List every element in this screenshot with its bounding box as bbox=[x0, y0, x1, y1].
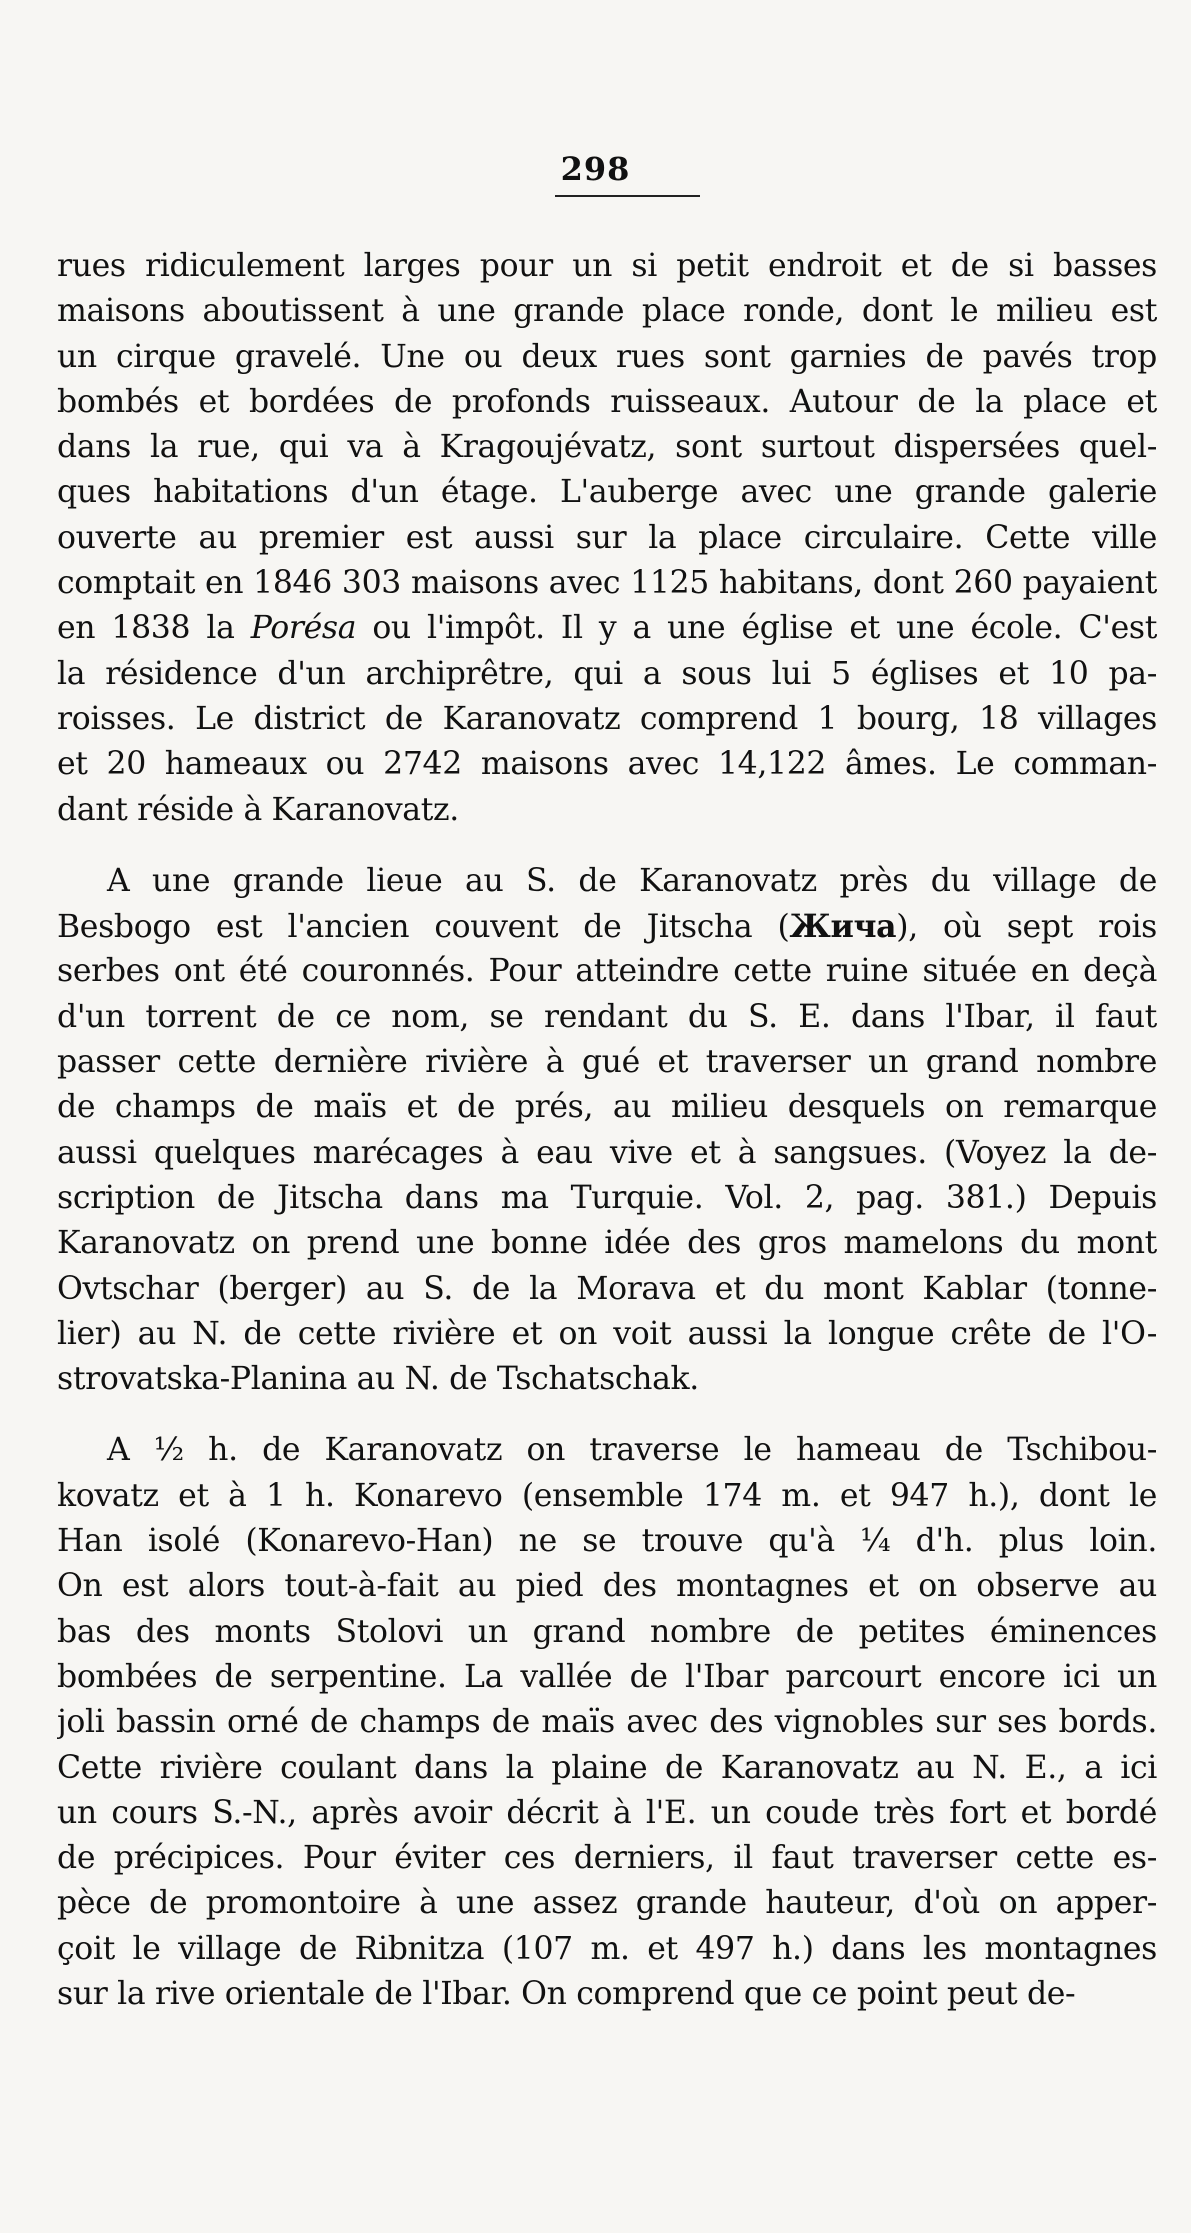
paragraph-gap bbox=[57, 833, 1157, 859]
text-line: ouverte au premier est aussi sur la place circulaire. Cette ville bbox=[57, 519, 1157, 556]
text-line: dant réside à Karanovatz. bbox=[57, 791, 459, 828]
text-line: lier) au N. de cette rivière et on voit aussi la longue crête de l'O- bbox=[57, 1315, 1157, 1352]
text-line: kovatz et à 1 h. Konarevo (ensemble 174 m. et 947 h.), dont le bbox=[57, 1477, 1157, 1514]
text-line: sur la rive orientale de l'Ibar. On comprend que ce point peut de- bbox=[57, 1975, 1076, 2012]
text-line: scription de Jitscha dans ma Turquie. Vol. 2, pag. 381.) Depuis bbox=[57, 1179, 1157, 1216]
body-text bbox=[57, 244, 1157, 2017]
text-line: de champs de maïs et de prés, au milieu desquels on remarque bbox=[57, 1089, 1157, 1126]
header-rule bbox=[555, 195, 700, 197]
text-line: Karanovatz on prend une bonne idée des gros mamelons du mont bbox=[57, 1225, 1157, 1262]
text-line: strovatska-Planina au N. de Tschatschak. bbox=[57, 1361, 699, 1398]
text-line: Besbogo est l'ancien couvent de Jitscha (Жича), où sept rois bbox=[57, 908, 1157, 946]
text-line: la résidence d'un archiprêtre, qui a sous lui 5 églises et 10 pa- bbox=[57, 655, 1157, 692]
text-line: maisons aboutissent à une grande place ronde, dont le milieu est bbox=[57, 293, 1157, 330]
text-line: ques habitations d'un étage. L'auberge avec une grande galerie bbox=[57, 474, 1157, 511]
text-line: serbes ont été couronnés. Pour atteindre cette ruine située en deçà bbox=[57, 953, 1157, 990]
text-line: d'un torrent de ce nom, se rendant du S. E. dans l'Ibar, il faut bbox=[57, 998, 1157, 1035]
text-line: passer cette dernière rivière à gué et traverser un grand nombre bbox=[57, 1044, 1157, 1081]
text-line: en 1838 la Porésa ou l'impôt. Il y a une église et une école. C'est bbox=[57, 610, 1157, 647]
text-line: de précipices. Pour éviter ces derniers, il faut traverser cette es- bbox=[57, 1840, 1157, 1877]
text-line: bas des monts Stolovi un grand nombre de petites éminences bbox=[57, 1613, 1157, 1650]
text-line: bombés et bordées de profonds ruisseaux. Autour de la place et bbox=[57, 383, 1157, 420]
text-line: un cours S.-N., après avoir décrit à l'E. un coude très fort et bordé bbox=[57, 1794, 1157, 1831]
paragraph-gap bbox=[57, 1402, 1157, 1428]
text-line: un cirque gravelé. Une ou deux rues sont garnies de pavés trop bbox=[57, 338, 1157, 375]
text-line: Han isolé (Konarevo-Han) ne se trouve qu'à ¼ d'h. plus loin. bbox=[57, 1523, 1157, 1560]
cyrillic-term: Жича bbox=[789, 908, 897, 946]
text-line: pèce de promontoire à une assez grande hauteur, d'où on apper- bbox=[57, 1885, 1157, 1922]
page-number: 298 bbox=[560, 150, 631, 188]
text-line: çoit le village de Ribnitza (107 m. et 497 h.) dans les montagnes bbox=[57, 1930, 1157, 1967]
text-line: A ½ h. de Karanovatz on traverse le hameau de Tschibou- bbox=[107, 1432, 1157, 1469]
text-line: joli bassin orné de champs de maïs avec des vignobles sur ses bords. bbox=[57, 1704, 1157, 1741]
italic-term: Porésa bbox=[250, 610, 357, 647]
text-line: rues ridiculement larges pour un si petit endroit et de si basses bbox=[57, 248, 1157, 284]
text-line: roisses. Le district de Karanovatz comprend 1 bourg, 18 villages bbox=[57, 700, 1157, 737]
text-line: bombées de serpentine. La vallée de l'Ibar parcourt encore ici un bbox=[57, 1658, 1157, 1695]
text-line: A une grande lieue au S. de Karanovatz près du village de bbox=[107, 862, 1157, 899]
text-line: aussi quelques marécages à eau vive et à sangsues. (Voyez la de- bbox=[57, 1134, 1157, 1171]
text-line: et 20 hameaux ou 2742 maisons avec 14,122 âmes. Le comman- bbox=[57, 746, 1157, 783]
text-line: Ovtschar (berger) au S. de la Morava et du mont Kablar (tonne- bbox=[57, 1270, 1157, 1307]
text-line: comptait en 1846 303 maisons avec 1125 habitans, dont 260 payaient bbox=[57, 565, 1157, 602]
text-line: dans la rue, qui va à Kragoujévatz, sont surtout dispersées quel- bbox=[57, 429, 1157, 466]
text-line: Cette rivière coulant dans la plaine de Karanovatz au N. E., a ici bbox=[57, 1749, 1157, 1786]
text-line: On est alors tout-à-fait au pied des montagnes et on observe au bbox=[57, 1568, 1157, 1605]
